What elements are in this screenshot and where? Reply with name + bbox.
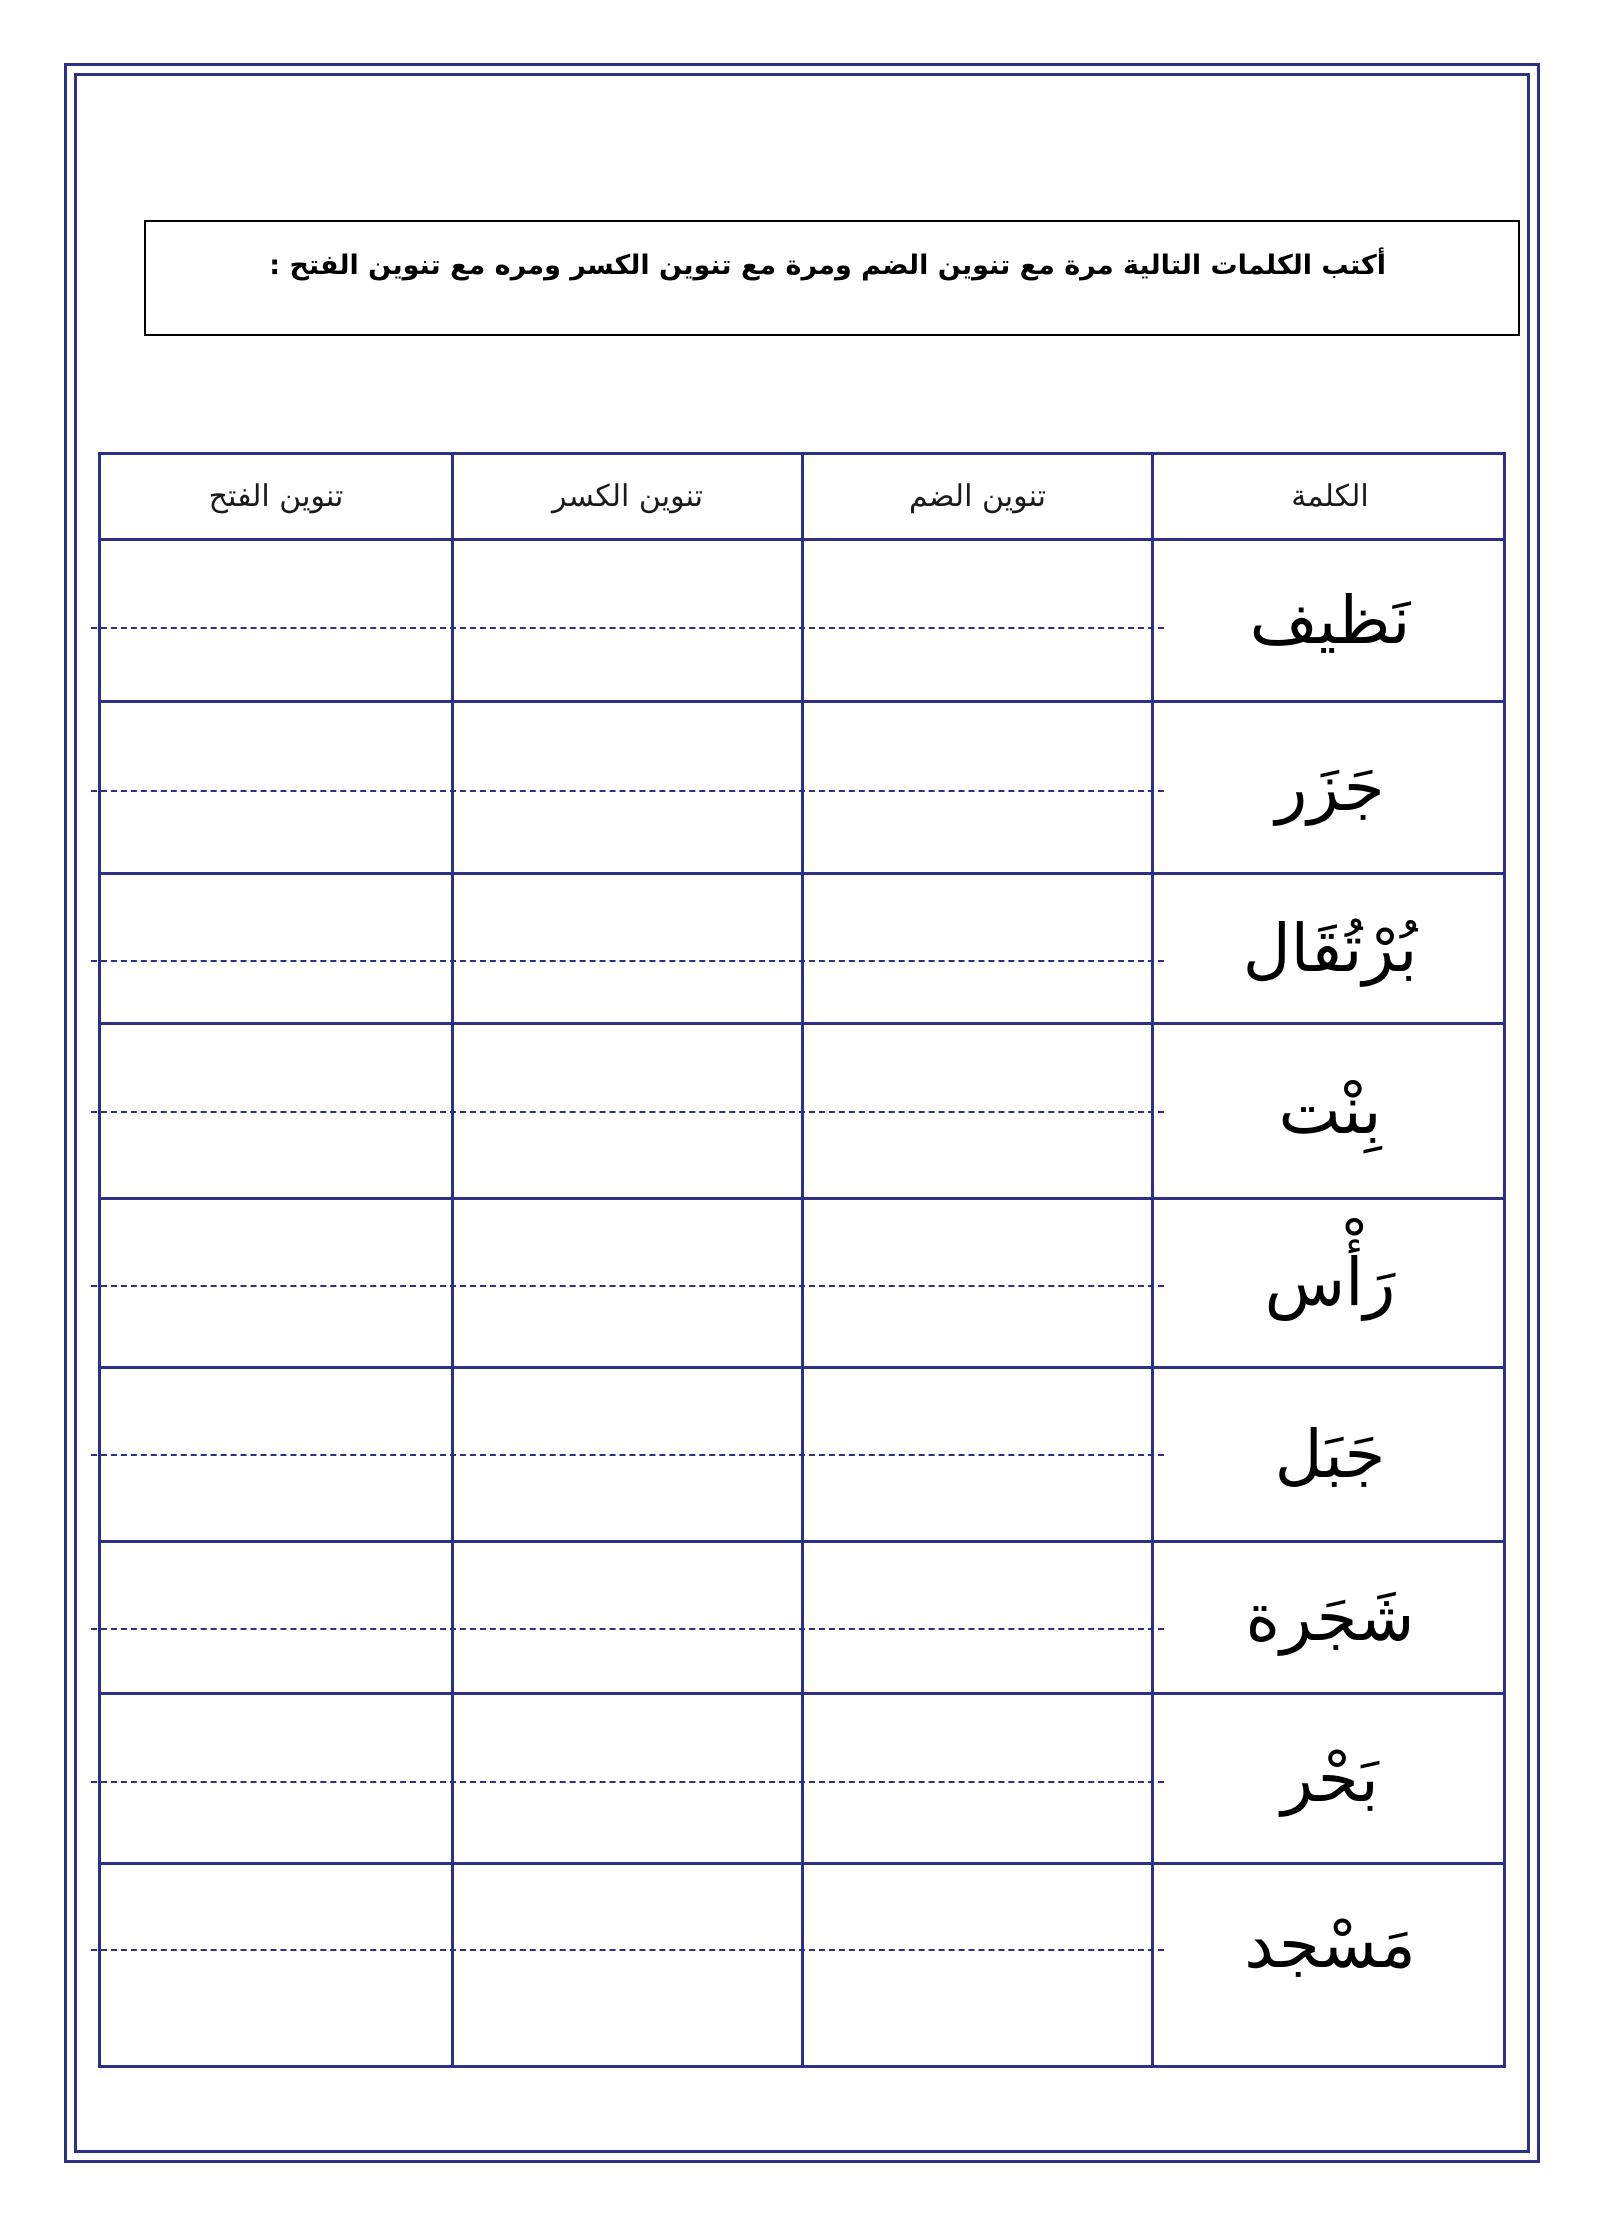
writing-guide-line (91, 960, 1164, 962)
writing-guide-line (91, 790, 1164, 792)
header-tanween-damm: تنوين الضم (908, 479, 1047, 514)
word-cell: شَجَرة (1245, 1578, 1415, 1656)
writing-guide-line (91, 1111, 1164, 1113)
word-cell: بَحْر (1281, 1739, 1379, 1817)
header-tanween-fath: تنوين الفتح (208, 479, 344, 514)
answer-cell-damm[interactable] (804, 541, 1151, 700)
header-word: الكلمة (1291, 479, 1369, 514)
answer-cell-fath[interactable] (101, 541, 451, 700)
word-cell: رَأْس (1264, 1244, 1396, 1321)
writing-guide-line (91, 1949, 1164, 1951)
instruction-text: أكتب الكلمات التالية مرة مع تنوين الضم ومرة مع تنوين الكسر ومره مع تنوين الفتح : (269, 250, 1386, 281)
word-cell: جَزَر (1275, 748, 1385, 826)
writing-guide-line (91, 1781, 1164, 1783)
instruction-box (144, 220, 1520, 336)
writing-guide-line (91, 1628, 1164, 1630)
word-cell: بُرْتُقَال (1242, 909, 1418, 987)
worksheet-table (98, 452, 1506, 2068)
writing-guide-line (91, 1454, 1164, 1456)
word-cell: مَسْجد (1244, 1906, 1416, 1983)
word-cell: جَبَل (1274, 1415, 1386, 1493)
word-cell: نَظيف (1249, 581, 1411, 659)
header-tanween-kasr: تنوين الكسر (552, 479, 703, 514)
writing-guide-line (91, 1285, 1164, 1287)
word-cell: بِنْت (1278, 1072, 1382, 1149)
answer-cell-kasr[interactable] (454, 541, 801, 700)
